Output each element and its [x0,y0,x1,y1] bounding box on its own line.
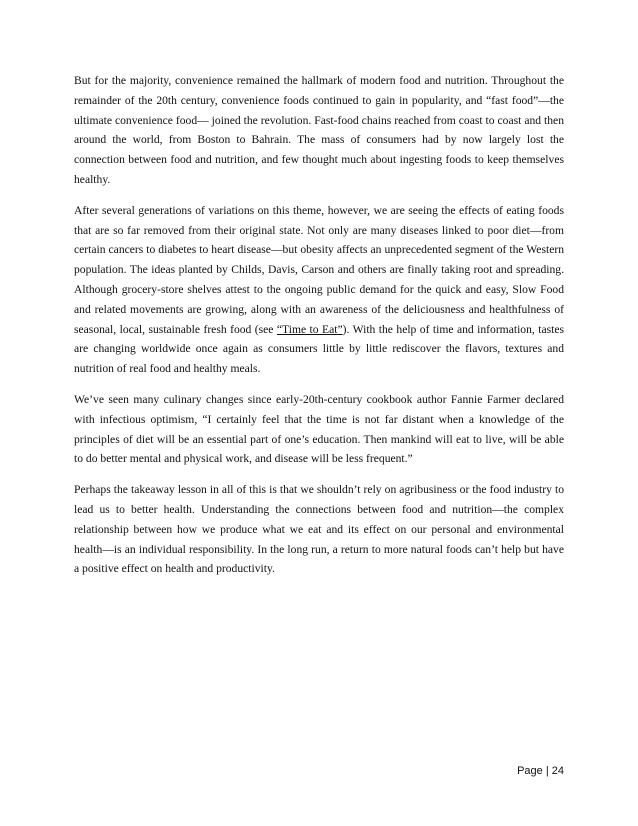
paragraph-2 [74,201,564,379]
paragraph-2-text-end: ). With the help of time and information, tastes are changing worldwide once again as consumers little by little rediscover the flavors, textures and nutrition of real food and healthy meals. [74,322,564,376]
page-number: Page | 24 [517,765,564,777]
paragraph-2-text-start: After several generations of variations on this theme, however, we are seeing the effects of eating foods that are so far removed from their original state. Not only are many diseases linked to poor diet—from certain cancers to diabetes to heart disease—but obesity affects an unprecedented segment of the Western population. The ideas planted by Childs, Davis, Carson and others are finally taking root and spreading. Although grocery-store shelves attest to the ongoing public demand for the quick and easy, Slow Food and related movements are growing, along with an awareness of the deliciousness and healthfulness of seasonal, local, sustainable fresh food (see [74,203,564,336]
paragraph-1: But for the majority, convenience remained the hallmark of modern food and nutrition. Throughout the remainder of the 20th century, convenience foods continued to gain in popularity, and “fast food”—the ultimate convenience food— joined the revolution. Fast-food chains reached from coast to coast and then around the world, from Boston to Bahrain. The mass of consumers had by now largely lost the connection between food and nutrition, and few thought much about ingesting foods to keep themselves healthy. [74,74,564,186]
paragraph-4: Perhaps the takeaway lesson in all of this is that we shouldn’t rely on agribusiness or the food industry to lead us to better health. Understanding the connections between food and nutrition—the complex relationship between how we produce what we eat and its effect on our personal and environmental health—is an individual responsibility. In the long run, a return to more natural foods can’t help but have a positive effect on health and productivity. [74,483,564,576]
paragraph-3: We’ve seen many culinary changes since early-20th-century cookbook author Fannie Farmer declared with infectious optimism, “I certainly feel that the time is not far distant when a knowledge of the principles of diet will be an essential part of one’s education. Then mankind will eat to live, will be able to do better mental and physical work, and disease will be less frequent.” [74,392,564,466]
time-to-eat-link[interactable]: “Time to Eat” [276,322,343,336]
body-text [74,71,564,590]
